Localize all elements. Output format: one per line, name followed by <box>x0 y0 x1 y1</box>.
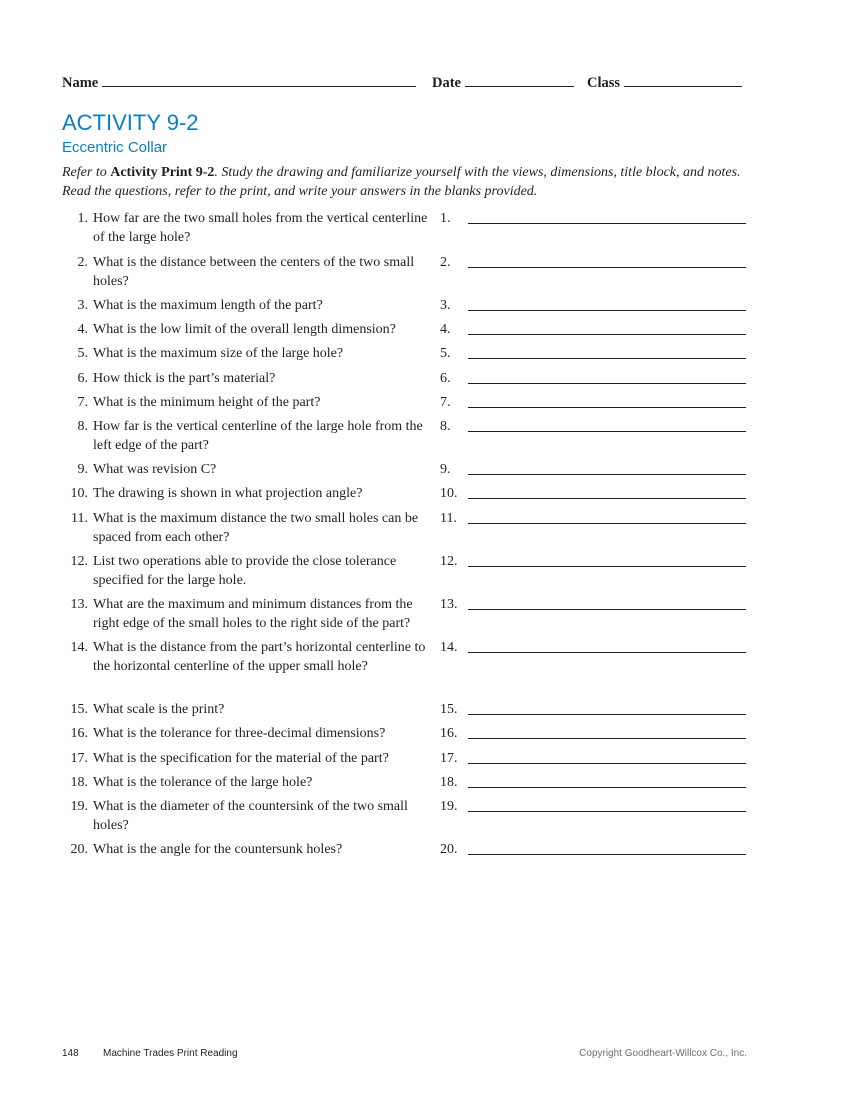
answer-blank[interactable] <box>468 714 746 715</box>
answer-number: 20. <box>440 842 458 857</box>
question-text: What is the distance between the centers of the two small holes? <box>93 255 415 289</box>
answer-number: 12. <box>440 554 458 569</box>
question-item <box>62 797 434 835</box>
answer-blank[interactable] <box>468 811 746 812</box>
answer-number: 18. <box>440 775 458 790</box>
answer-number: 9. <box>440 462 451 477</box>
answer-field[interactable] <box>440 724 746 743</box>
answer-number: 5. <box>440 346 451 361</box>
answer-blank[interactable] <box>468 609 746 610</box>
question-text: What was revision C? <box>93 462 217 477</box>
answer-field[interactable] <box>440 393 746 412</box>
answer-number: 17. <box>440 751 458 766</box>
name-blank[interactable] <box>102 72 416 87</box>
answer-blank[interactable] <box>468 310 746 311</box>
question-text: What is the specification for the material of the part? <box>93 751 389 766</box>
class-field[interactable] <box>587 72 742 92</box>
question-item <box>62 552 434 590</box>
date-blank[interactable] <box>465 72 574 87</box>
intro-print-ref: Activity Print 9-2 <box>110 165 215 180</box>
question-item <box>62 369 434 388</box>
answer-field[interactable] <box>440 797 746 816</box>
question-item <box>62 460 434 479</box>
question-item <box>62 724 434 743</box>
answer-blank[interactable] <box>468 854 746 855</box>
page-number: 148 <box>62 1048 79 1059</box>
answer-number: 11. <box>440 511 457 526</box>
answer-field[interactable] <box>440 700 746 719</box>
answer-field[interactable] <box>440 344 746 363</box>
answer-field[interactable] <box>440 460 746 479</box>
question-text: What is the maximum distance the two small holes can be spaced from each other? <box>93 511 419 545</box>
intro-prefix: Refer to <box>62 165 111 180</box>
activity-title: ACTIVITY 9-2 <box>62 110 199 135</box>
question-item <box>62 700 434 719</box>
question-number: 10. <box>70 486 88 501</box>
answer-blank[interactable] <box>468 267 746 268</box>
class-blank[interactable] <box>624 72 742 87</box>
answer-number: 16. <box>440 726 458 741</box>
question-number: 9. <box>77 462 88 477</box>
question-item <box>62 209 434 247</box>
question-text: What is the tolerance for three-decimal dimensions? <box>93 726 386 741</box>
question-number: 20. <box>70 842 88 857</box>
question-number: 8. <box>77 419 88 434</box>
question-item <box>62 253 434 291</box>
question-text: The drawing is shown in what projection angle? <box>93 486 363 501</box>
class-label: Class <box>587 75 621 91</box>
question-text: What are the maximum and minimum distances from the right edge of the small holes to the right side of the part? <box>93 597 413 631</box>
answer-field[interactable] <box>440 840 746 859</box>
answer-number: 3. <box>440 298 451 313</box>
answer-number: 15. <box>440 702 458 717</box>
answer-number: 19. <box>440 799 458 814</box>
answer-blank[interactable] <box>468 498 746 499</box>
question-number: 1. <box>77 211 88 226</box>
question-item <box>62 595 434 633</box>
answer-blank[interactable] <box>468 523 746 524</box>
answer-field[interactable] <box>440 595 746 614</box>
answer-field[interactable] <box>440 209 746 228</box>
answer-field[interactable] <box>440 296 746 315</box>
instructions <box>62 163 752 201</box>
question-item <box>62 638 434 676</box>
question-text: How thick is the part’s material? <box>93 371 276 386</box>
copyright: Copyright Goodheart-Willcox Co., Inc. <box>579 1048 747 1059</box>
question-number: 13. <box>70 597 88 612</box>
question-number: 4. <box>77 322 88 337</box>
answer-blank[interactable] <box>468 566 746 567</box>
answer-blank[interactable] <box>468 334 746 335</box>
name-field[interactable] <box>62 72 416 92</box>
question-item <box>62 393 434 412</box>
date-field[interactable] <box>432 72 574 92</box>
answer-field[interactable] <box>440 509 746 528</box>
answer-blank[interactable] <box>468 431 746 432</box>
question-number: 14. <box>70 640 88 655</box>
question-number: 5. <box>77 346 88 361</box>
activity-subtitle: Eccentric Collar <box>62 139 168 156</box>
question-text: What is the angle for the countersunk holes? <box>93 842 343 857</box>
answer-number: 14. <box>440 640 458 655</box>
question-text: How far are the two small holes from the vertical centerline of the large hole? <box>93 211 428 245</box>
question-item <box>62 749 434 768</box>
question-number: 19. <box>70 799 88 814</box>
answer-blank[interactable] <box>468 763 746 764</box>
question-item <box>62 484 434 503</box>
question-item <box>62 296 434 315</box>
answer-field[interactable] <box>440 417 746 436</box>
answer-field[interactable] <box>440 484 746 503</box>
question-text: What is the maximum length of the part? <box>93 298 323 313</box>
answer-number: 4. <box>440 322 451 337</box>
question-number: 2. <box>77 255 88 270</box>
question-number: 7. <box>77 395 88 410</box>
answer-number: 2. <box>440 255 451 270</box>
book-title: Machine Trades Print Reading <box>103 1048 238 1059</box>
question-text: What is the maximum size of the large hole? <box>93 346 344 361</box>
question-item <box>62 320 434 339</box>
answer-field[interactable] <box>440 749 746 768</box>
question-item <box>62 840 434 859</box>
question-text: How far is the vertical centerline of the large hole from the left edge of the part? <box>93 419 423 453</box>
answer-field[interactable] <box>440 552 746 571</box>
question-text: What is the diameter of the countersink of the two small holes? <box>93 799 408 833</box>
question-text: What is the distance from the part’s horizontal centerline to the horizontal centerline of the upper small hole? <box>93 640 426 674</box>
question-number: 12. <box>70 554 88 569</box>
answer-field[interactable] <box>440 638 746 657</box>
question-text: What is the low limit of the overall length dimension? <box>93 322 396 337</box>
answer-number: 13. <box>440 597 458 612</box>
question-text: What is the minimum height of the part? <box>93 395 321 410</box>
answer-number: 6. <box>440 371 451 386</box>
answer-blank[interactable] <box>468 474 746 475</box>
question-number: 3. <box>77 298 88 313</box>
question-number: 18. <box>70 775 88 790</box>
answer-blank[interactable] <box>468 358 746 359</box>
answer-number: 1. <box>440 211 451 226</box>
question-text: What is the tolerance of the large hole? <box>93 775 313 790</box>
question-number: 16. <box>70 726 88 741</box>
answer-blank[interactable] <box>468 652 746 653</box>
question-item <box>62 509 434 547</box>
answer-number: 10. <box>440 486 458 501</box>
answer-field[interactable] <box>440 369 746 388</box>
answer-blank[interactable] <box>468 787 746 788</box>
intro-rest: . Study the drawing and familiarize yourself with the views, dimensions, title block, and notes. Read the questions, refer to the print, and write your answers in the blanks provided. <box>62 165 741 199</box>
answer-blank[interactable] <box>468 738 746 739</box>
answer-blank[interactable] <box>468 383 746 384</box>
question-number: 17. <box>70 751 88 766</box>
answer-number: 8. <box>440 419 451 434</box>
answer-blank[interactable] <box>468 223 746 224</box>
answer-field[interactable] <box>440 320 746 339</box>
question-item <box>62 344 434 363</box>
question-item <box>62 773 434 792</box>
answer-field[interactable] <box>440 253 746 272</box>
answer-number: 7. <box>440 395 451 410</box>
question-text: What scale is the print? <box>93 702 225 717</box>
question-number: 11. <box>71 511 88 526</box>
answer-blank[interactable] <box>468 407 746 408</box>
answer-field[interactable] <box>440 773 746 792</box>
question-number: 15. <box>70 702 88 717</box>
question-item <box>62 417 434 455</box>
question-number: 6. <box>77 371 88 386</box>
name-label: Name <box>62 75 99 91</box>
question-text: List two operations able to provide the close tolerance specified for the large hole. <box>93 554 397 588</box>
date-label: Date <box>432 75 461 91</box>
